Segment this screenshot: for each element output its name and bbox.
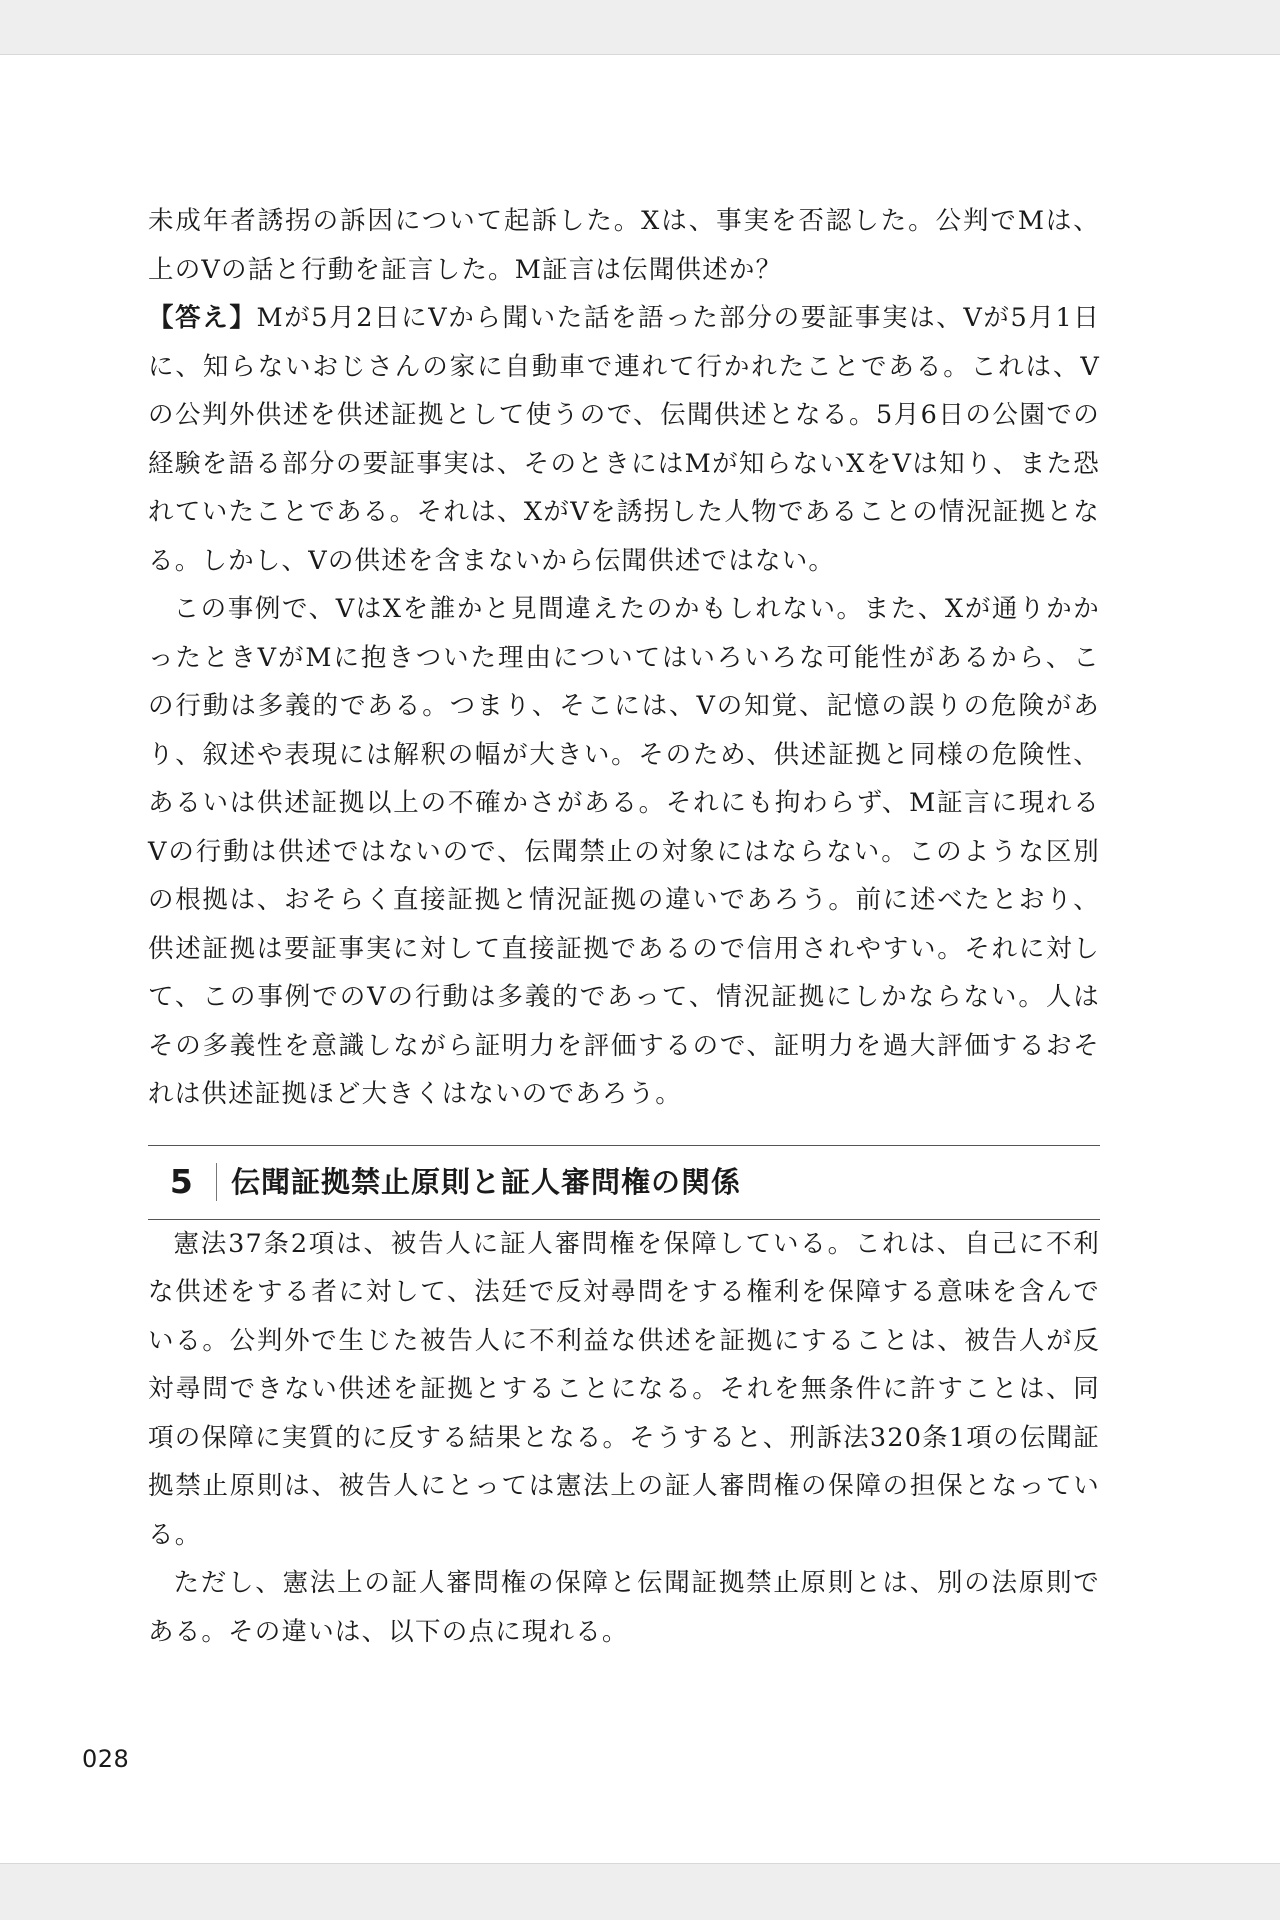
body-text [148,197,1100,1656]
answer-label: 【答え】 [148,303,257,333]
section-heading [148,1145,1100,1220]
paragraph-difference: ただし、憲法上の証人審問権の保障と伝聞証拠禁止原則とは、別の法原則である。その違いは、以下の点に現れる。 [148,1568,1100,1647]
answer-text: Mが5月2日にVから聞いた話を語った部分の要証事実は、Vが5月1日に、知らないおじさんの家に自動車で連れて行かれたことである。これは、Vの公判外供述を供述証拠として使うので、伝聞供述となる。5月6日の公園での経験を語る部分の要証事実は、そのときにはMが知らないXをVは知り、また恐れていたことである。それは、XがVを誘拐した人物であることの情況証拠となる。しかし、Vの供述を含まないから伝聞供述ではない。 [148,303,1100,576]
section-title: 伝聞証拠禁止原則と証人審問権の関係 [231,1164,742,1199]
paragraph-question: 未成年者誘拐の訴因について起訴した。Xは、事実を否認した。公判でMは、上のVの話と行動を証言した。M証言は伝聞供述か？ [148,206,1100,285]
book-page [0,54,1280,1864]
page-number: 028 [82,1745,130,1773]
paragraph-answer [148,294,1100,585]
section-number: 5 [148,1163,217,1201]
paragraph-discussion: この事例で、VはXを誰かと見間違えたのかもしれない。また、Xが通りかかったときVがMに抱きついた理由についてはいろいろな可能性があるから、この行動は多義的である。つまり、そこには、Vの知覚、記憶の誤りの危険があり、叙述や表現には解釈の幅が大きい。そのため、供述証拠と同様の危険性、あるいは供述証拠以上の不確かさがある。それにも拘わらず、M証言に現れるVの行動は供述ではないので、伝聞禁止の対象にはならない。このような区別の根拠は、おそらく直接証拠と情況証拠の違いであろう。前に述べたとおり、供述証拠は要証事実に対して直接証拠であるので信用されやすい。それに対して、この事例でのVの行動は多義的であって、情況証拠にしかならない。人はその多義性を意識しながら証明力を評価するので、証明力を過大評価するおそれは供述証拠ほど大きくはないのであろう。 [148,594,1100,1109]
paragraph-constitution: 憲法37条2項は、被告人に証人審問権を保障している。これは、自己に不利な供述をする者に対して、法廷で反対尋問をする権利を保障する意味を含んでいる。公判外で生じた被告人に不利益な供述を証拠にすることは、被告人が反対尋問できない供述を証拠とすることになる。それを無条件に許すことは、同項の保障に実質的に反する結果となる。そうすると、刑訴法320条1項の伝聞証拠禁止原則は、被告人にとっては憲法上の証人審問権の保障の担保となっている。 [148,1228,1100,1550]
